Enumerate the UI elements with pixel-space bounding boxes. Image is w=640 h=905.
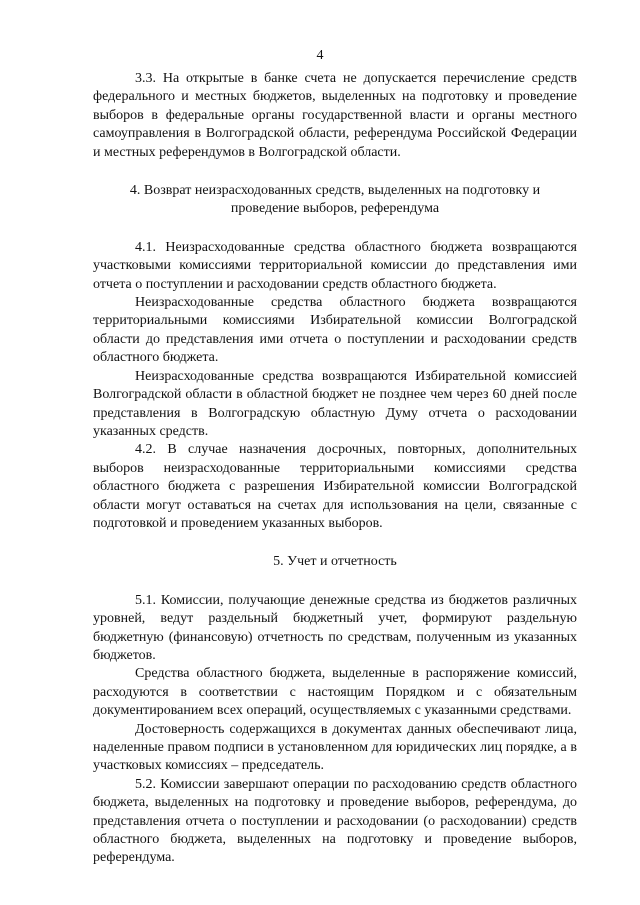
section-4-heading [93,182,577,219]
paragraph-4-1-regional: Неизрасходованные средства возвращаются Избирательной комиссией Волгоградской области в областной бюджет не позднее чем через 60 дней после представления в Волгоградскую областную Думу отчета о расходовании указанных средств. [93,368,577,439]
page-number: 4 [316,48,324,63]
paragraph-4-1-territorial: Неизрасходованные средства областного бюджета возвращаются территориальными комиссиями Избирательной комиссии Волгоградской области до представления ими отчета о поступлении и расходовании средств областного бюджета. [93,295,577,366]
section-5-heading: 5. Учет и отчетность [273,554,397,570]
paragraph-5-1-reliability: Достоверность содержащихся в документах данных обеспечивают лица, наделенные правом подписи в установленном для юридических лиц порядке, а в участковых комиссиях – председатель. [93,721,577,774]
section-4-heading-line-1: 4. Возврат неизрасходованных средств, выделенных на подготовку и [129,183,541,199]
paragraph-5-1: 5.1. Комиссии, получающие денежные средства из бюджетов различных уровней, ведут раздельный бюджетный учет, формируют раздельную бюджетную (финансовую) отчетность по средствам, полученным из указанных бюджетов. [93,592,577,663]
paragraph-5-2: 5.2. Комиссии завершают операции по расходованию средств областного бюджета, выделенных на подготовку и проведение выборов, референдума, до представления отчета о поступлении и расходовании (о расходовании) средств областного бюджета, выделенных на подготовку и проведение выборов, референдума. [93,776,577,866]
paragraph-4-2: 4.2. В случае назначения досрочных, повторных, дополнительных выборов неизрасходованные территориальными комиссиями средства областного бюджета с разрешения Избирательной комиссии Волгоградской области могут оставаться на счетах для использования на цели, связанные с подготовкой и проведением указанных выборов. [93,442,577,531]
section-4-heading-line-2: проведение выборов, референдума [230,201,440,217]
paragraph-4-1: 4.1. Неизрасходованные средства областного бюджета возвращаются участковыми комиссиями территориальной комиссии до представления ими отчета о поступлении и расходовании средств областного бюджета. [93,239,577,292]
document-body [93,70,577,868]
paragraph-5-1-spending: Средства областного бюджета, выделенные в распоряжение комиссий, расходуются в соответствии с настоящим Порядком и с обязательным документированием всех операций, осуществляемых с указанными средствами. [93,666,577,719]
paragraph-3-3: 3.3. На открытые в банке счета не допускается перечисление средств федерального и местных бюджетов, выделенных на подготовку и проведение выборов в федеральные органы государственной власти и органы местного самоуправления в Волгоградской области, референдума Российской Федерации и местных референдумов в Волгоградской области. [93,71,577,160]
